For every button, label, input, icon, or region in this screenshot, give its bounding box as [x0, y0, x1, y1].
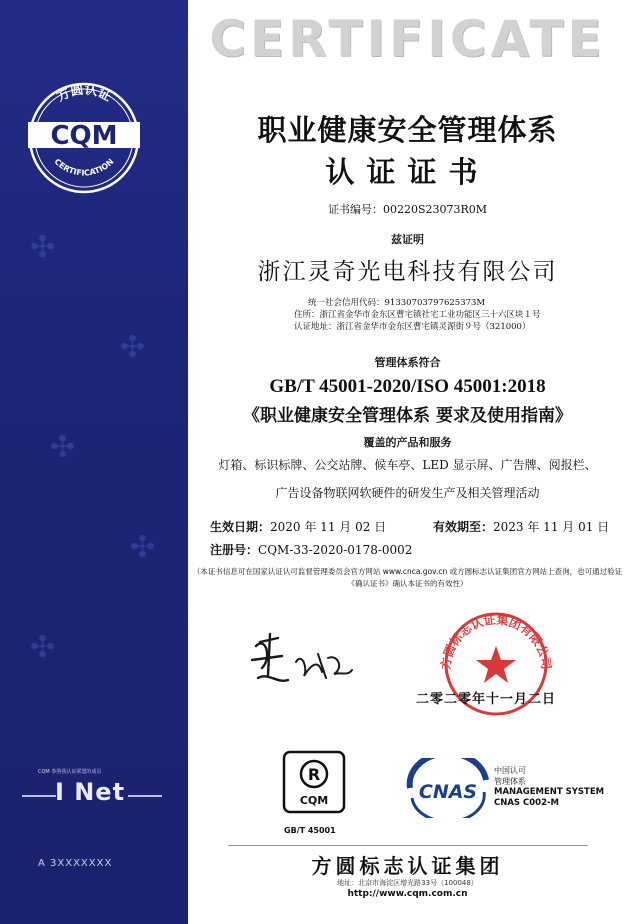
verification-note [188, 566, 627, 590]
cnas-logo [402, 758, 494, 818]
seal-text: 方圆标志认证集团有限公司 [438, 612, 554, 671]
issue-date: 二零二零年十一月二日 [416, 692, 557, 707]
cnas-info [494, 765, 604, 809]
cqm-small-text: CQM [299, 794, 329, 807]
sidebar-watermark: ✣ [30, 230, 56, 265]
inet-logo-text: I Net [54, 778, 126, 806]
conform-label: 管理体系符合 [374, 356, 441, 369]
cqm-r-letter: R [307, 765, 321, 784]
sidebar-bottom-code: A 3XXXXXXX [38, 858, 113, 869]
seal-star-icon [476, 646, 516, 683]
expiry-date-label: 有效期至： [433, 520, 494, 534]
logo-arc-text: 方圆认证 [54, 82, 114, 105]
gbt-caption: GB/T 45001 [284, 826, 336, 835]
cert-number-row [188, 201, 627, 217]
expiry-date-row [433, 518, 609, 535]
credit-code: 统一社会信用代码：91330703797625373M [308, 298, 486, 308]
cnas-cn2: 管理体系 [494, 777, 526, 786]
cert-address: 认证地址：浙江省金华市金东区曹宅镇灵源街９号（321000） [294, 322, 531, 332]
registration-row [210, 541, 412, 558]
certificate-heading: CERTIFICATE [209, 10, 606, 68]
cnas-logo-text: CNAS [418, 781, 478, 803]
standard-name: 《职业健康安全管理体系 要求及使用指南》 [243, 406, 572, 426]
sidebar-watermark: ✣ [130, 530, 156, 565]
sidebar-watermark: ✣ [120, 330, 146, 365]
scope-line2: 广告设备物联网软硬件的研发生产及相关管理活动 [275, 486, 540, 500]
scope-line1: 灯箱、标识标牌、公交站牌、候车亭、LED 显示屏、广告牌、阅报栏、 [218, 458, 597, 472]
scope-label: 覆盖的产品和服务 [363, 436, 452, 449]
cert-number-value: 00220S23073R0M [382, 203, 488, 216]
cnas-cn1: 中国认可 [494, 766, 526, 775]
footer-website: http://www.cqm.com.cn [347, 889, 468, 899]
certificate-title-line2: 认证证书 [325, 155, 490, 189]
footer-org-name: 方圆标志认证集团 [311, 854, 504, 878]
logo-banner: CERTIFICATION [52, 157, 116, 178]
footer-divider [228, 845, 588, 846]
effective-date-value: 2020 年 11 月 02 日 [270, 520, 387, 534]
inet-caption: CQM 参照我认证联盟的成员 [38, 769, 102, 775]
certificate-title-line1: 职业健康安全管理体系 [257, 113, 558, 147]
company-address: 住所：浙江省金华市金东区曹宅镇社宅工业功能区三十六区块１号 [294, 310, 541, 320]
expiry-date-value: 2023 年 11 月 01 日 [493, 520, 610, 534]
footer-address: 地址：北京市海淀区增光路33号（100048） [337, 879, 478, 887]
sidebar-watermark: ✣ [30, 630, 56, 665]
cqm-registered-mark [282, 750, 346, 814]
sidebar-watermark: ✣ [50, 430, 76, 465]
company-name: 浙江灵奇光电科技有限公司 [257, 259, 558, 285]
effective-date-row [210, 518, 386, 535]
handwritten-signature [248, 628, 358, 692]
note-line1: （本证书信息可在国家认证认可监督管理委员会官方网站 www.cnca.gov.cn 或方圆标志认证集团官方网站上查询，也可通过验证 [192, 567, 623, 576]
cnas-en: MANAGEMENT SYSTEM [494, 787, 605, 797]
note-line2: 《确认证书》确认本证书的有效性） [347, 579, 468, 588]
cqm-logo [24, 78, 144, 196]
logo-brand: CQM [50, 121, 118, 151]
svg-text:CERTIFICATION [53, 157, 116, 178]
standard-code: GB/T 45001-2020/ISO 45001:2018 [269, 376, 546, 397]
effective-date-label: 生效日期： [210, 520, 271, 534]
inet-right-line [128, 795, 162, 797]
registration-label: 注册号： [210, 543, 259, 557]
certificate-body [188, 0, 627, 924]
cnas-code: CNAS C002-M [494, 798, 559, 808]
cert-number-label: 证书编号： [327, 203, 383, 216]
blue-sidebar [0, 0, 188, 924]
registration-value: CQM-33-2020-0178-0002 [258, 543, 413, 557]
certify-label: 兹证明 [391, 233, 424, 246]
company-details [294, 297, 541, 333]
